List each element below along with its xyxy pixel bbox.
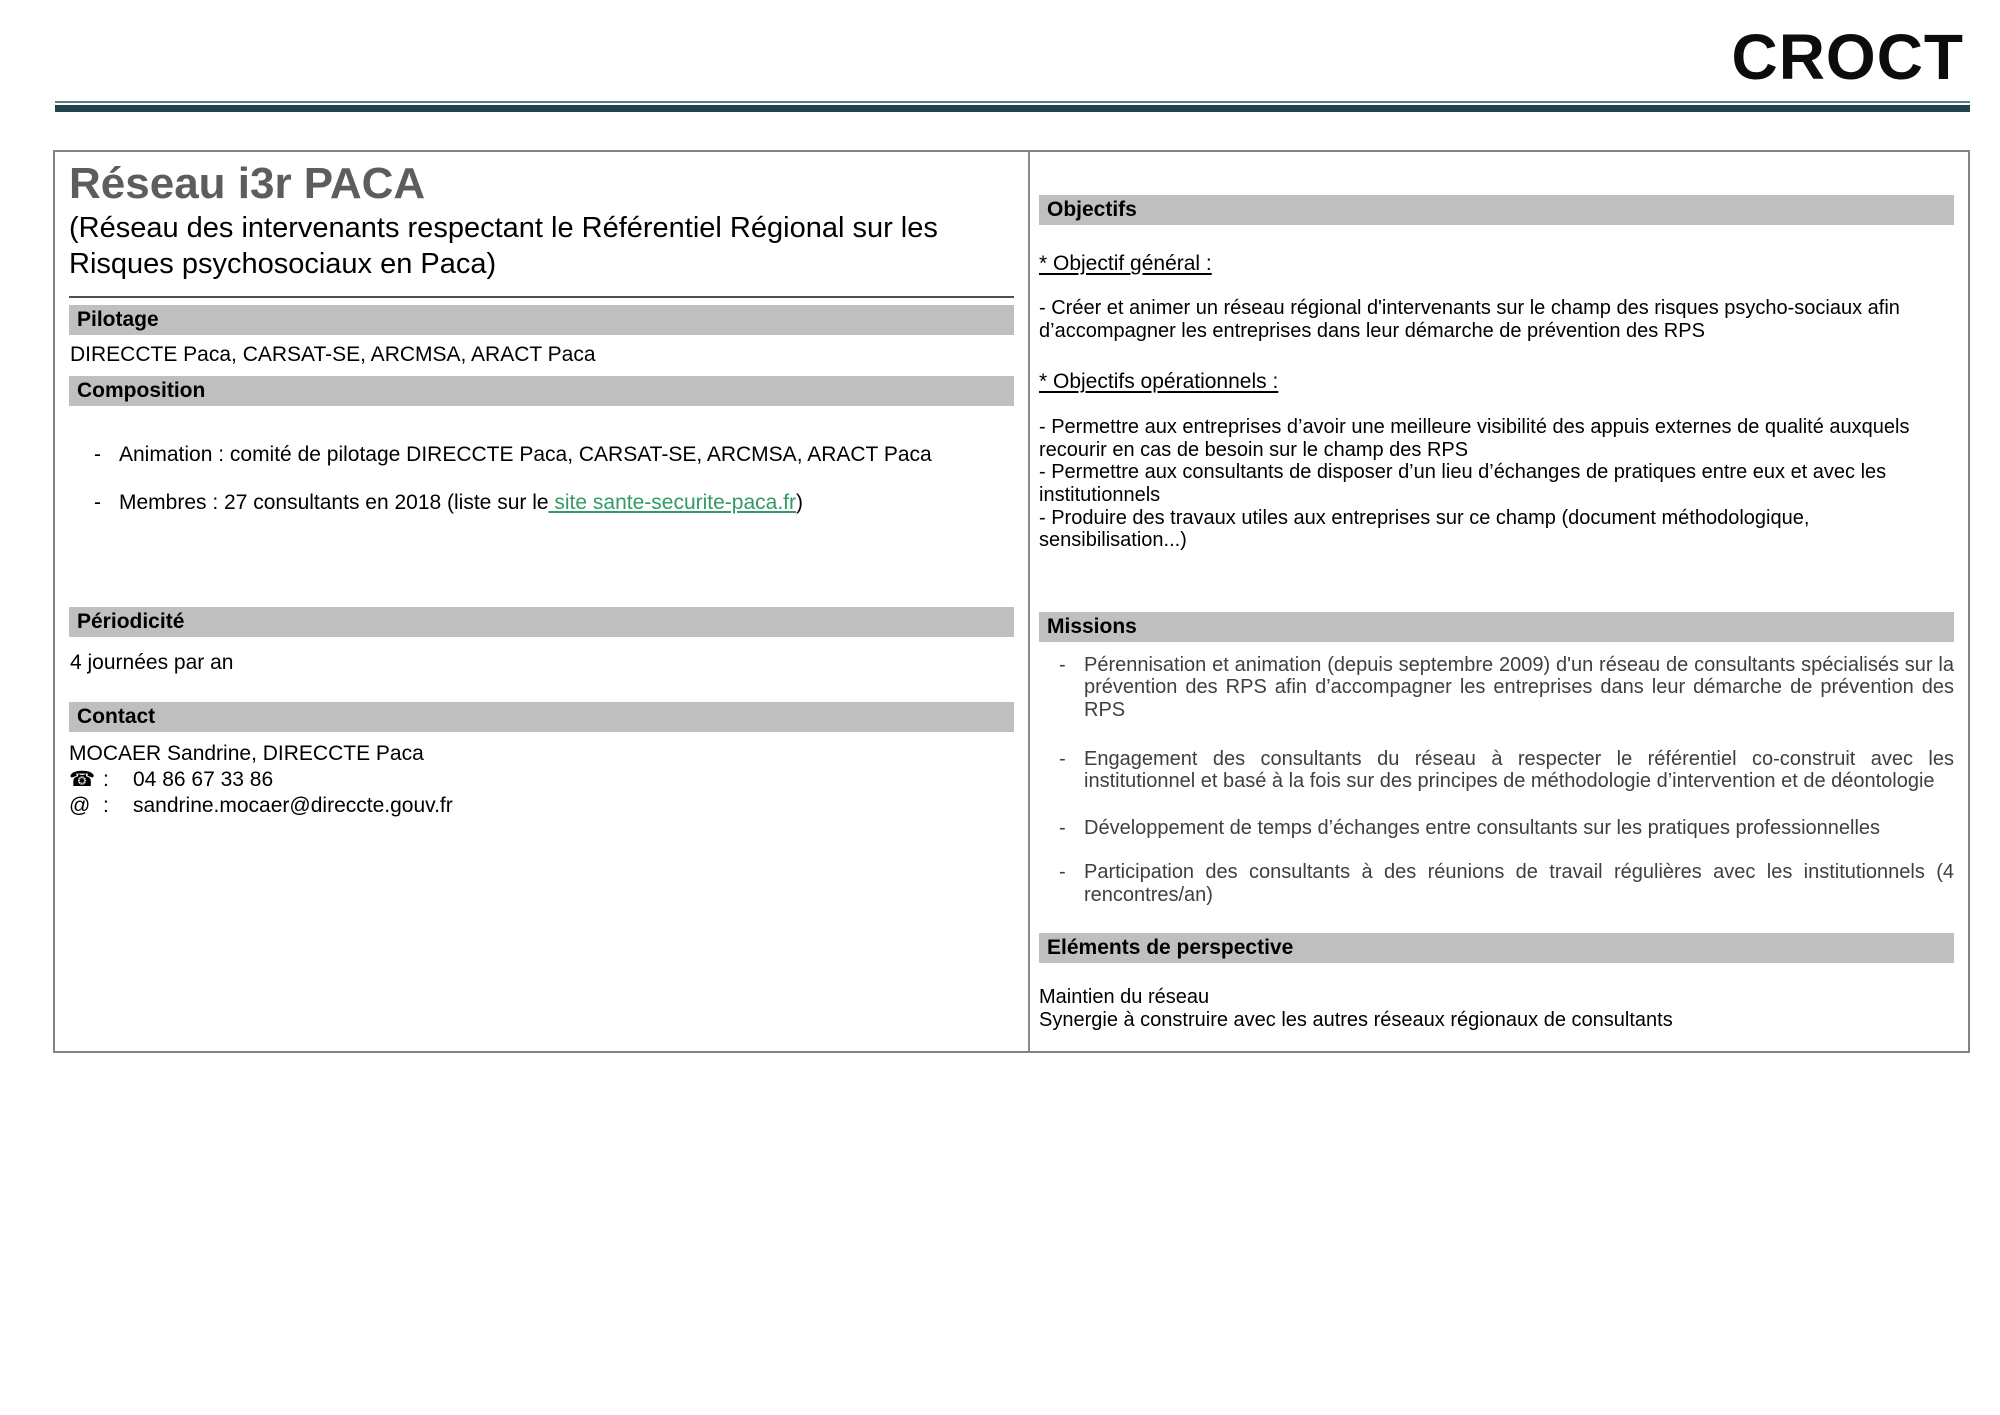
objectif-general-title: * Objectif général : — [1039, 252, 1212, 275]
page-title: Réseau i3r PACA — [69, 159, 426, 208]
composition-item-membres — [69, 490, 1014, 516]
bullet-dash: - — [1059, 653, 1066, 676]
phone-icon: ☎ — [69, 768, 96, 792]
membres-suffix: ) — [795, 491, 803, 514]
objectif-general-body: - Créer et animer un réseau régional d'intervenants sur le champ des risques psycho-sociaux afin d’accompagner les entreprises dans leur démarche de prévention des RPS — [1039, 297, 1900, 342]
bullet-dash: - — [1059, 861, 1066, 884]
bullet-dash: - — [94, 443, 101, 467]
main-table — [53, 150, 1970, 1053]
email-separator: : — [103, 794, 109, 818]
mission-text: Développement de temps d’échanges entre consultants sur les pratiques professionnelles — [1084, 816, 1881, 839]
composition-item-animation — [69, 442, 1014, 468]
section-header-pilotage: Pilotage — [69, 305, 1014, 335]
perspective-line: Maintien du réseau — [1039, 985, 1210, 1008]
membres-prefix: Membres : 27 consultants en 2018 (liste sur le — [119, 491, 549, 514]
croct-logo: CROCT — [1731, 21, 1964, 93]
mission-item — [1039, 817, 1954, 840]
header-rule-thick-line — [55, 105, 1970, 112]
header-divider-rule — [55, 101, 1970, 112]
perspective-block — [1039, 986, 1954, 1032]
section-header-composition: Composition — [69, 376, 1014, 406]
mission-item — [1039, 748, 1954, 793]
section-header-periodicite: Périodicité — [69, 607, 1014, 637]
email-at-icon: @ — [69, 794, 91, 818]
bullet-dash: - — [1059, 747, 1066, 770]
objectif-operationnel-item: - Permettre aux entreprises d’avoir une meilleure visibilité des appuis externes de qualité auxquels recourir en cas de besoin sur le champ des RPS — [1039, 416, 1910, 461]
page-subtitle: (Réseau des intervenants respectant le Référentiel Régional sur les Risques psychosociaux en Paca) — [69, 211, 938, 280]
composition-animation-text: Animation : comité de pilotage DIRECCTE Paca, CARSAT-SE, ARCMSA, ARACT Paca — [119, 443, 932, 467]
title-divider — [69, 296, 1014, 298]
contact-block — [69, 741, 1014, 819]
bullet-dash: - — [94, 491, 101, 514]
contact-name: MOCAER Sandrine, DIRECCTE Paca — [69, 742, 424, 766]
section-header-missions: Missions — [1039, 612, 1954, 642]
periodicite-body: 4 journées par an — [70, 650, 234, 674]
contact-phone-number: 04 86 67 33 86 — [133, 768, 274, 792]
mission-text: Pérennisation et animation (depuis septembre 2009) d'un réseau de consultants spécialisés sur la prévention des RPS afin d’accompagner les entreprises dans leur démarche de prévention des RPS — [1084, 653, 1954, 721]
objectifs-operationnels-title: * Objectifs opérationnels : — [1039, 370, 1279, 394]
mission-text: Engagement des consultants du réseau à respecter le référentiel co-construit avec les institutionnel et basé à la fois sur des principes de méthodologie d’intervention et de déontologie — [1084, 747, 1954, 793]
section-header-objectifs: Objectifs — [1039, 195, 1954, 225]
section-header-perspective: Eléments de perspective — [1039, 933, 1954, 963]
objectif-operationnel-item: - Permettre aux consultants de disposer d’un lieu d’échanges de pratiques entre eux et avec les institutionnels — [1039, 461, 1887, 506]
left-column — [55, 152, 1030, 1051]
pilotage-body: DIRECCTE Paca, CARSAT-SE, ARCMSA, ARACT Paca — [70, 342, 596, 366]
contact-email-line — [69, 793, 1014, 819]
contact-phone-line — [69, 767, 1014, 793]
perspective-line: Synergie à construire avec les autres réseaux régionaux de consultants — [1039, 1008, 1673, 1031]
right-column — [1030, 152, 1968, 1051]
bullet-dash: - — [1059, 816, 1066, 839]
sante-securite-paca-link[interactable]: site sante-securite-paca.fr — [548, 491, 796, 514]
objectifs-operationnels-list — [1039, 416, 1954, 552]
composition-membres-text — [119, 490, 803, 516]
mission-text: Participation des consultants à des réunions de travail régulières avec les institutionnels (4 rencontres/an) — [1084, 861, 1954, 906]
section-header-contact: Contact — [69, 702, 1014, 732]
mission-item — [1039, 654, 1954, 722]
mission-item — [1039, 861, 1954, 906]
phone-separator: : — [103, 768, 109, 792]
contact-email-address: sandrine.mocaer@direccte.gouv.fr — [133, 794, 453, 818]
objectif-operationnel-item: - Produire des travaux utiles aux entreprises sur ce champ (document méthodologique, sensibilisation...) — [1039, 506, 1810, 552]
